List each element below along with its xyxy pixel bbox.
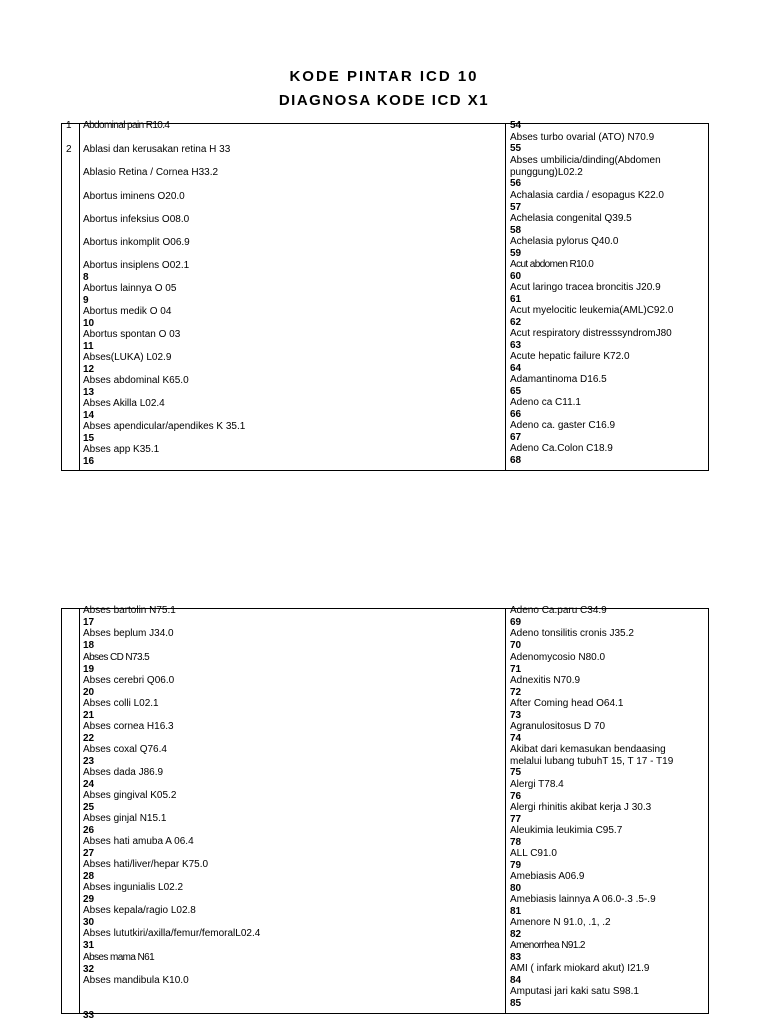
- diagnosis-entry: AMI ( infark miokard akut) I21.9: [510, 963, 650, 974]
- entry-counter: 66: [510, 408, 522, 420]
- entry-counter: 31: [83, 939, 95, 951]
- diagnosis-entry: Adeno Ca.Colon C18.9: [510, 443, 613, 454]
- entry-counter: 71: [510, 663, 522, 675]
- diagnosis-entry: Acut myelocitic leukemia(AML)C92.0: [510, 305, 674, 316]
- diagnosis-entry: Amenorrhea N91.2: [510, 940, 585, 951]
- diagnosis-entry: Agranulositosus D 70: [510, 721, 606, 732]
- diagnosis-entry: Abses bartolin N75.1: [83, 605, 176, 616]
- entry-counter: 81: [510, 905, 522, 917]
- diagnosis-entry: Adeno ca C11.1: [510, 397, 581, 408]
- row-number: 1: [66, 120, 72, 131]
- entry-counter: 9: [83, 294, 89, 306]
- entry-counter: 84: [510, 974, 522, 986]
- entry-counter: 56: [510, 178, 522, 189]
- entry-counter: 63: [510, 339, 522, 351]
- diagnosis-entry: Achelasia pylorus Q40.0: [510, 236, 619, 247]
- diagnosis-entry: Abses umbilicia/dinding(Abdomen: [510, 155, 661, 166]
- entry-counter: 67: [510, 431, 522, 443]
- diagnosis-entry: Amebiasis A06.9: [510, 871, 585, 882]
- diagnosis-entry: Abses dada J86.9: [83, 767, 164, 778]
- diagnosis-entry: Alergi T78.4: [510, 779, 564, 790]
- document-subtitle: DIAGNOSA KODE ICD X1: [278, 92, 490, 109]
- entry-counter: 75: [510, 767, 522, 778]
- diagnosis-entry: After Coming head O64.1: [510, 698, 624, 709]
- entry-counter: 77: [510, 813, 522, 825]
- diagnosis-entry: Abses lututkiri/axilla/femur/femoralL02.4: [83, 928, 261, 939]
- diagnosis-entry: Acut respiratory distresssyndromJ80: [510, 328, 672, 339]
- entry-counter: 32: [83, 963, 95, 975]
- entry-counter: 76: [510, 790, 522, 802]
- entry-counter: 23: [83, 755, 95, 767]
- entry-counter: 15: [83, 432, 95, 444]
- diagnosis-entry: Acut abdomen R10.0: [510, 259, 594, 270]
- entry-counter: 13: [83, 386, 95, 398]
- diagnosis-entry: Ablasio Retina / Cornea H33.2: [83, 167, 219, 178]
- entry-counter: 69: [510, 616, 522, 628]
- entry-counter: 54: [510, 120, 522, 131]
- diagnosis-entry: Adeno ca. gaster C16.9: [510, 420, 616, 431]
- entry-counter: 58: [510, 224, 522, 236]
- row-number: 2: [66, 144, 72, 155]
- diagnosis-entry: Abdominal pain R10.4: [83, 120, 170, 131]
- diagnosis-entry: Abses mama N61: [83, 952, 155, 963]
- entry-counter: 64: [510, 362, 522, 374]
- diagnosis-entry-cont: punggung)L02.2: [510, 166, 583, 178]
- entry-counter: 16: [83, 455, 95, 467]
- entry-counter: 55: [510, 143, 522, 154]
- diagnosis-entry: Abses ingunialis L02.2: [83, 882, 184, 893]
- diagnosis-entry: Abses hati amuba A 06.4: [83, 836, 194, 847]
- entry-counter: 57: [510, 201, 522, 213]
- diagnosis-entry: Abses cornea H16.3: [83, 721, 174, 732]
- diagnosis-entry: Abses Akilla L02.4: [83, 398, 165, 409]
- entry-counter: 61: [510, 293, 522, 305]
- diagnosis-entry: Abses colli L02.1: [83, 698, 159, 709]
- entry-counter: 80: [510, 882, 522, 894]
- diagnosis-entry: Abses coxal Q76.4: [83, 744, 167, 755]
- entry-counter: 22: [83, 732, 95, 744]
- diagnosis-entry: Abses gingival K05.2: [83, 790, 177, 801]
- entry-counter: 24: [83, 778, 95, 790]
- diagnosis-entry: Abses hati/liver/hepar K75.0: [83, 859, 209, 870]
- entry-counter: 74: [510, 732, 522, 744]
- diagnosis-entry: Aleukimia leukimia C95.7: [510, 825, 623, 836]
- diagnosis-entry: Amputasi jari kaki satu S98.1: [510, 986, 639, 997]
- entry-counter: 26: [83, 824, 95, 836]
- diagnosis-entry: Achalasia cardia / esopagus K22.0: [510, 190, 664, 201]
- entry-counter: 82: [510, 928, 522, 940]
- diagnosis-entry: Amebiasis lainnya A 06.0-.3 .5-.9: [510, 894, 656, 905]
- entry-counter: 18: [83, 639, 95, 651]
- diagnosis-entry: Abortus insiplens O02.1: [83, 260, 190, 271]
- diagnosis-entry: Adamantinoma D16.5: [510, 374, 607, 385]
- entry-counter: 70: [510, 639, 522, 651]
- document-title: KODE PINTAR ICD 10: [289, 68, 479, 85]
- entry-counter: 17: [83, 616, 95, 628]
- entry-counter: 19: [83, 663, 95, 675]
- diagnosis-entry: ALL C91.0: [510, 848, 557, 859]
- entry-counter: 62: [510, 316, 522, 328]
- entry-counter: 78: [510, 836, 522, 848]
- entry-counter: 12: [83, 363, 95, 375]
- diagnosis-entry: Abses cerebri Q06.0: [83, 675, 175, 686]
- diagnosis-entry: Abortus iminens O20.0: [83, 191, 185, 202]
- diagnosis-entry: Achelasia congenital Q39.5: [510, 213, 632, 224]
- entry-counter: 25: [83, 801, 95, 813]
- diagnosis-entry: Alergi rhinitis akibat kerja J 30.3: [510, 802, 652, 813]
- entry-counter: 65: [510, 385, 522, 397]
- diagnosis-entry: Abses ginjal N15.1: [83, 813, 167, 824]
- diagnosis-entry: Abses apendicular/apendikes K 35.1: [83, 421, 246, 432]
- entry-counter: 85: [510, 997, 522, 1009]
- diagnosis-entry: Abses turbo ovarial (ATO) N70.9: [510, 131, 655, 143]
- diagnosis-entry-cont: melalui lubang tubuhT 15, T 17 - T19: [510, 755, 674, 767]
- entry-counter: 33: [83, 1009, 95, 1021]
- diagnosis-entry: Abses app K35.1: [83, 444, 160, 455]
- entry-counter: 27: [83, 847, 95, 859]
- diagnosis-entry: Abortus spontan O 03: [83, 329, 181, 340]
- diagnosis-entry: Akibat dari kemasukan bendaasing: [510, 744, 666, 755]
- diagnosis-entry: Abses abdominal K65.0: [83, 375, 189, 386]
- entry-counter: 11: [83, 340, 94, 352]
- diagnosis-entry: Acut laringo tracea broncitis J20.9: [510, 282, 661, 293]
- diagnosis-entry: Abses CD N73.5: [83, 652, 150, 663]
- entry-counter: 60: [510, 270, 522, 282]
- entry-counter: 20: [83, 686, 95, 698]
- diagnosis-entry: Amenore N 91.0, .1, .2: [510, 917, 611, 928]
- diagnosis-entry: Abortus infeksius O08.0: [83, 214, 190, 225]
- diagnosis-entry: Adnexitis N70.9: [510, 675, 581, 686]
- entry-counter: 29: [83, 893, 95, 905]
- entry-counter: 28: [83, 870, 95, 882]
- diagnosis-entry: Abortus medik O 04: [83, 306, 172, 317]
- diagnosis-entry: Adeno Ca.paru C34.9: [510, 605, 607, 616]
- diagnosis-entry: Abortus inkomplit O06.9: [83, 237, 190, 248]
- entry-counter: 59: [510, 247, 522, 259]
- diagnosis-entry: Abses kepala/ragio L02.8: [83, 905, 196, 916]
- entry-counter: 8: [83, 271, 89, 283]
- diagnosis-entry: Abses(LUKA) L02.9: [83, 352, 172, 363]
- entry-counter: 30: [83, 916, 95, 928]
- entry-counter: 72: [510, 686, 522, 698]
- diagnosis-entry: Abses mandibula K10.0: [83, 975, 189, 986]
- diagnosis-entry: Ablasi dan kerusakan retina H 33: [83, 144, 231, 155]
- diagnosis-entry: Abses beplum J34.0: [83, 628, 174, 639]
- entry-counter: 21: [83, 709, 95, 721]
- entry-counter: 79: [510, 859, 522, 871]
- entry-counter: 83: [510, 951, 522, 963]
- entry-counter: 73: [510, 709, 522, 721]
- diagnosis-entry: Abortus lainnya O 05: [83, 283, 177, 294]
- entry-counter: 68: [510, 454, 522, 466]
- entry-counter: 10: [83, 317, 95, 329]
- diagnosis-entry: Adenomycosio N80.0: [510, 652, 606, 663]
- diagnosis-entry: Acute hepatic failure K72.0: [510, 351, 630, 362]
- entry-counter: 14: [83, 409, 95, 421]
- diagnosis-entry: Adeno tonsilitis cronis J35.2: [510, 628, 634, 639]
